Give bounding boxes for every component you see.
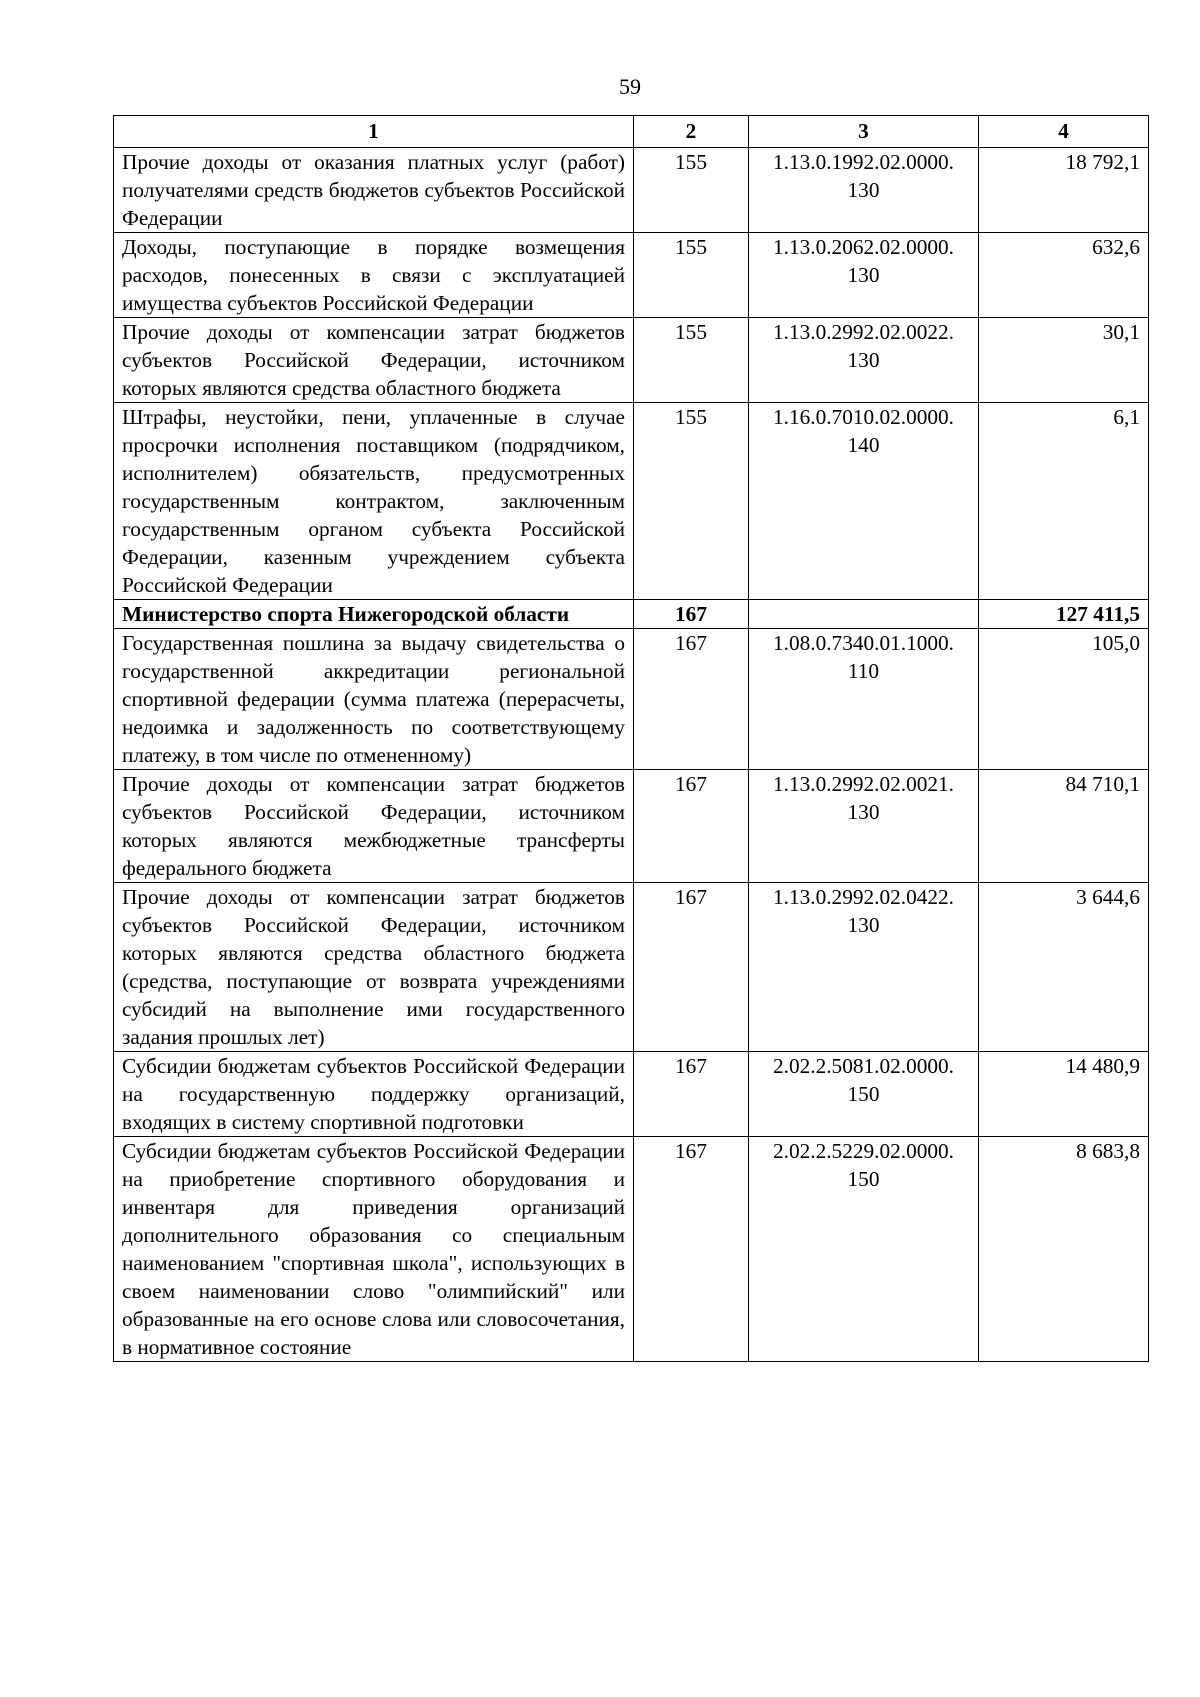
row-name: Субсидии бюджетам субъектов Российской Федерации на приобретение спортивного оборудования и инвентаря для приведения организаций дополнительного образования со специальным наименованием "спортивная школа", использующих в своем наименовании слово "олимпийский" или образованные на его основе слова или словосочетания, в нормативное состояние bbox=[114, 1137, 634, 1362]
ministry-name: Министерство спорта Нижегородской области bbox=[114, 600, 634, 629]
budget-code-line2: 140 bbox=[847, 433, 880, 457]
row-admin-code: 155 bbox=[634, 318, 749, 403]
row-budget-code bbox=[749, 629, 979, 770]
row-admin-code: 167 bbox=[634, 1052, 749, 1137]
budget-code-line2: 150 bbox=[847, 1082, 880, 1106]
row-budget-code bbox=[749, 770, 979, 883]
row-amount: 6,1 bbox=[979, 403, 1149, 600]
budget-code-line1: 1.16.0.7010.02.0000. bbox=[772, 405, 955, 429]
table-row bbox=[114, 629, 1149, 770]
budget-code-line2: 130 bbox=[847, 800, 880, 824]
column-header-1: 1 bbox=[114, 116, 634, 148]
row-admin-code: 155 bbox=[634, 148, 749, 233]
table-row bbox=[114, 1052, 1149, 1137]
table-row bbox=[114, 770, 1149, 883]
ministry-total-amount: 127 411,5 bbox=[979, 600, 1149, 629]
table-row bbox=[114, 403, 1149, 600]
budget-code-line1: 1.13.0.2992.02.0422. bbox=[772, 885, 955, 909]
budget-code-line2: 150 bbox=[847, 1167, 880, 1191]
row-amount: 30,1 bbox=[979, 318, 1149, 403]
column-header-4: 4 bbox=[979, 116, 1149, 148]
row-budget-code bbox=[749, 318, 979, 403]
row-budget-code bbox=[749, 1137, 979, 1362]
budget-code-line1: 2.02.2.5081.02.0000. bbox=[772, 1054, 955, 1078]
ministry-budget-code bbox=[749, 600, 979, 629]
table-row bbox=[114, 1137, 1149, 1362]
row-name: Прочие доходы от оказания платных услуг (работ) получателями средств бюджетов субъектов Российской Федерации bbox=[114, 148, 634, 233]
row-budget-code bbox=[749, 403, 979, 600]
table-row bbox=[114, 883, 1149, 1052]
budget-code-line1: 2.02.2.5229.02.0000. bbox=[772, 1139, 955, 1163]
ministry-admin-code: 167 bbox=[634, 600, 749, 629]
header-row bbox=[114, 116, 1149, 148]
page-number: 59 bbox=[619, 74, 641, 99]
budget-code-line2: 130 bbox=[847, 913, 880, 937]
budget-code-line2: 130 bbox=[847, 348, 880, 372]
row-admin-code: 155 bbox=[634, 403, 749, 600]
row-amount: 14 480,9 bbox=[979, 1052, 1149, 1137]
row-budget-code bbox=[749, 1052, 979, 1137]
row-admin-code: 167 bbox=[634, 629, 749, 770]
row-budget-code bbox=[749, 233, 979, 318]
row-amount: 105,0 bbox=[979, 629, 1149, 770]
budget-code-line1: 1.13.0.2992.02.0021. bbox=[772, 772, 955, 796]
column-header-2: 2 bbox=[634, 116, 749, 148]
row-name: Прочие доходы от компенсации затрат бюджетов субъектов Российской Федерации, источником которых являются средства областного бюджета (средства, поступающие от возврата учреждениями субсидий на выполнение ими государственного задания прошлых лет) bbox=[114, 883, 634, 1052]
budget-code-line1: 1.13.0.2992.02.0022. bbox=[772, 320, 955, 344]
row-name: Штрафы, неустойки, пени, уплаченные в случае просрочки исполнения поставщиком (подрядчиком, исполнителем) обязательств, предусмотренных государственным контрактом, заключенным государственным органом субъекта Российской Федерации, казенным учреждением субъекта Российской Федерации bbox=[114, 403, 634, 600]
column-header-3: 3 bbox=[749, 116, 979, 148]
row-admin-code: 167 bbox=[634, 770, 749, 883]
row-amount: 8 683,8 bbox=[979, 1137, 1149, 1362]
row-budget-code bbox=[749, 148, 979, 233]
table-row bbox=[114, 318, 1149, 403]
row-admin-code: 167 bbox=[634, 1137, 749, 1362]
budget-code-line2: 130 bbox=[847, 263, 880, 287]
revenue-table bbox=[113, 115, 1149, 1362]
row-budget-code bbox=[749, 883, 979, 1052]
table-row bbox=[114, 148, 1149, 233]
row-amount: 84 710,1 bbox=[979, 770, 1149, 883]
budget-code-line1: 1.13.0.2062.02.0000. bbox=[772, 235, 955, 259]
table-row bbox=[114, 233, 1149, 318]
budget-code-line2: 130 bbox=[847, 178, 880, 202]
row-name: Прочие доходы от компенсации затрат бюджетов субъектов Российской Федерации, источником которых являются средства областного бюджета bbox=[114, 318, 634, 403]
row-name: Субсидии бюджетам субъектов Российской Федерации на государственную поддержку организаций, входящих в систему спортивной подготовки bbox=[114, 1052, 634, 1137]
row-name: Доходы, поступающие в порядке возмещения расходов, понесенных в связи с эксплуатацией имущества субъектов Российской Федерации bbox=[114, 233, 634, 318]
row-admin-code: 155 bbox=[634, 233, 749, 318]
budget-code-line2: 110 bbox=[847, 659, 880, 683]
row-name: Государственная пошлина за выдачу свидетельства о государственной аккредитации региональной спортивной федерации (сумма платежа (перерасчеты, недоимка и задолженность по соответствующему платежу, в том числе по отмененному) bbox=[114, 629, 634, 770]
row-amount: 632,6 bbox=[979, 233, 1149, 318]
row-name: Прочие доходы от компенсации затрат бюджетов субъектов Российской Федерации, источником которых являются межбюджетные трансферты федерального бюджета bbox=[114, 770, 634, 883]
budget-code-line1: 1.08.0.7340.01.1000. bbox=[772, 631, 955, 655]
budget-code-line1: 1.13.0.1992.02.0000. bbox=[772, 150, 955, 174]
row-amount: 18 792,1 bbox=[979, 148, 1149, 233]
row-amount: 3 644,6 bbox=[979, 883, 1149, 1052]
row-admin-code: 167 bbox=[634, 883, 749, 1052]
ministry-total-row bbox=[114, 600, 1149, 629]
